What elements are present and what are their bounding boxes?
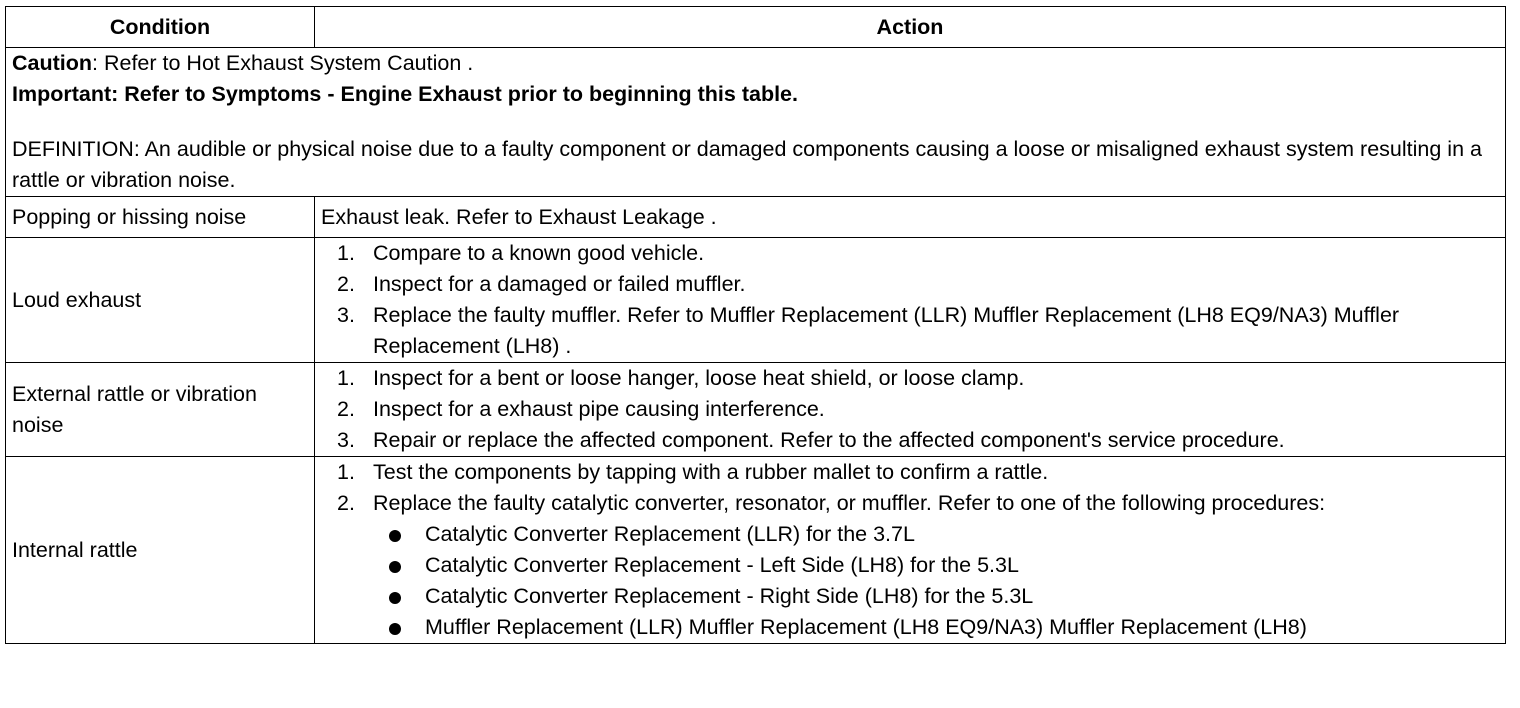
intro-row [6, 48, 1506, 197]
condition-cell: External rattle or vibration noise [6, 363, 315, 457]
action-cell: Exhaust leak. Refer to Exhaust Leakage . [315, 197, 1506, 238]
important-text: Important: Refer to Symptoms - Engine Exhaust prior to beginning this table. [12, 82, 798, 106]
bullet-icon [389, 561, 401, 573]
table-row [6, 363, 1506, 457]
caution-text: : Refer to Hot Exhaust System Caution . [92, 51, 474, 75]
step-item: 1. Test the components by tapping with a rubber mallet to confirm a rattle. [337, 460, 1049, 484]
action-cell [315, 238, 1506, 363]
bullet-icon [389, 530, 401, 542]
caution-line [12, 48, 1499, 79]
table-row [6, 238, 1506, 363]
step-item: 1. Compare to a known good vehicle. [337, 241, 705, 265]
step-list [321, 363, 1499, 456]
step-item: 2. Inspect for a damaged or failed muffler. [337, 272, 746, 296]
caution-label: Caution [12, 51, 93, 75]
definition-text: DEFINITION: An audible or physical noise due to a faulty component or damaged components causing a loose or misaligned exhaust system resulting in a rattle or vibration noise. [12, 137, 1482, 192]
table-header-row [6, 7, 1506, 48]
bullet-icon [389, 592, 401, 604]
table-row [6, 197, 1506, 238]
diagnostic-table [5, 6, 1506, 644]
step-item: 3. Replace the faulty muffler. Refer to Muffler Replacement (LLR) Muffler Replacement (LH8 EQ9/NA3) Muffler Replacement (LH8) . [337, 303, 1400, 358]
action-header: Action [315, 7, 1506, 48]
step-item: 3. Repair or replace the affected component. Refer to the affected component's service procedure. [337, 428, 1285, 452]
action-cell [315, 457, 1506, 644]
procedure-item: Muffler Replacement (LLR) Muffler Replacement (LH8 EQ9/NA3) Muffler Replacement (LH8) [373, 612, 1499, 643]
important-line [12, 79, 1499, 110]
condition-header: Condition [6, 7, 315, 48]
condition-cell: Internal rattle [6, 457, 315, 644]
intro-cell [6, 48, 1506, 197]
condition-cell: Popping or hissing noise [6, 197, 315, 238]
condition-cell: Loud exhaust [6, 238, 315, 363]
action-cell [315, 363, 1506, 457]
procedure-list [373, 519, 1499, 643]
step-item: 1. Inspect for a bent or loose hanger, loose heat shield, or loose clamp. [337, 366, 1025, 390]
step-item: 2. Replace the faulty catalytic converter, resonator, or muffler. Refer to one of the following procedures: Catalytic Converter Replacement (LLR) for the 3.7L Catalytic Converter Replacement - Left Side (LH8) for the 5.3L Catalytic Converter Replacement - Right Side (LH8) for the 5.3L Muffler Replacement (LLR) Muffler Replacement (LH8 EQ9/NA3) Muffler Replacement (LH8) [321, 488, 1499, 643]
procedure-item: Catalytic Converter Replacement (LLR) for the 3.7L [373, 519, 1499, 550]
bullet-icon [389, 623, 401, 635]
procedure-item: Catalytic Converter Replacement - Right Side (LH8) for the 5.3L [373, 581, 1499, 612]
step-list [321, 238, 1499, 362]
step-item: 2. Inspect for a exhaust pipe causing interference. [337, 397, 825, 421]
table-row [6, 457, 1506, 644]
procedure-item: Catalytic Converter Replacement - Left Side (LH8) for the 5.3L [373, 550, 1499, 581]
step-list [321, 457, 1499, 643]
